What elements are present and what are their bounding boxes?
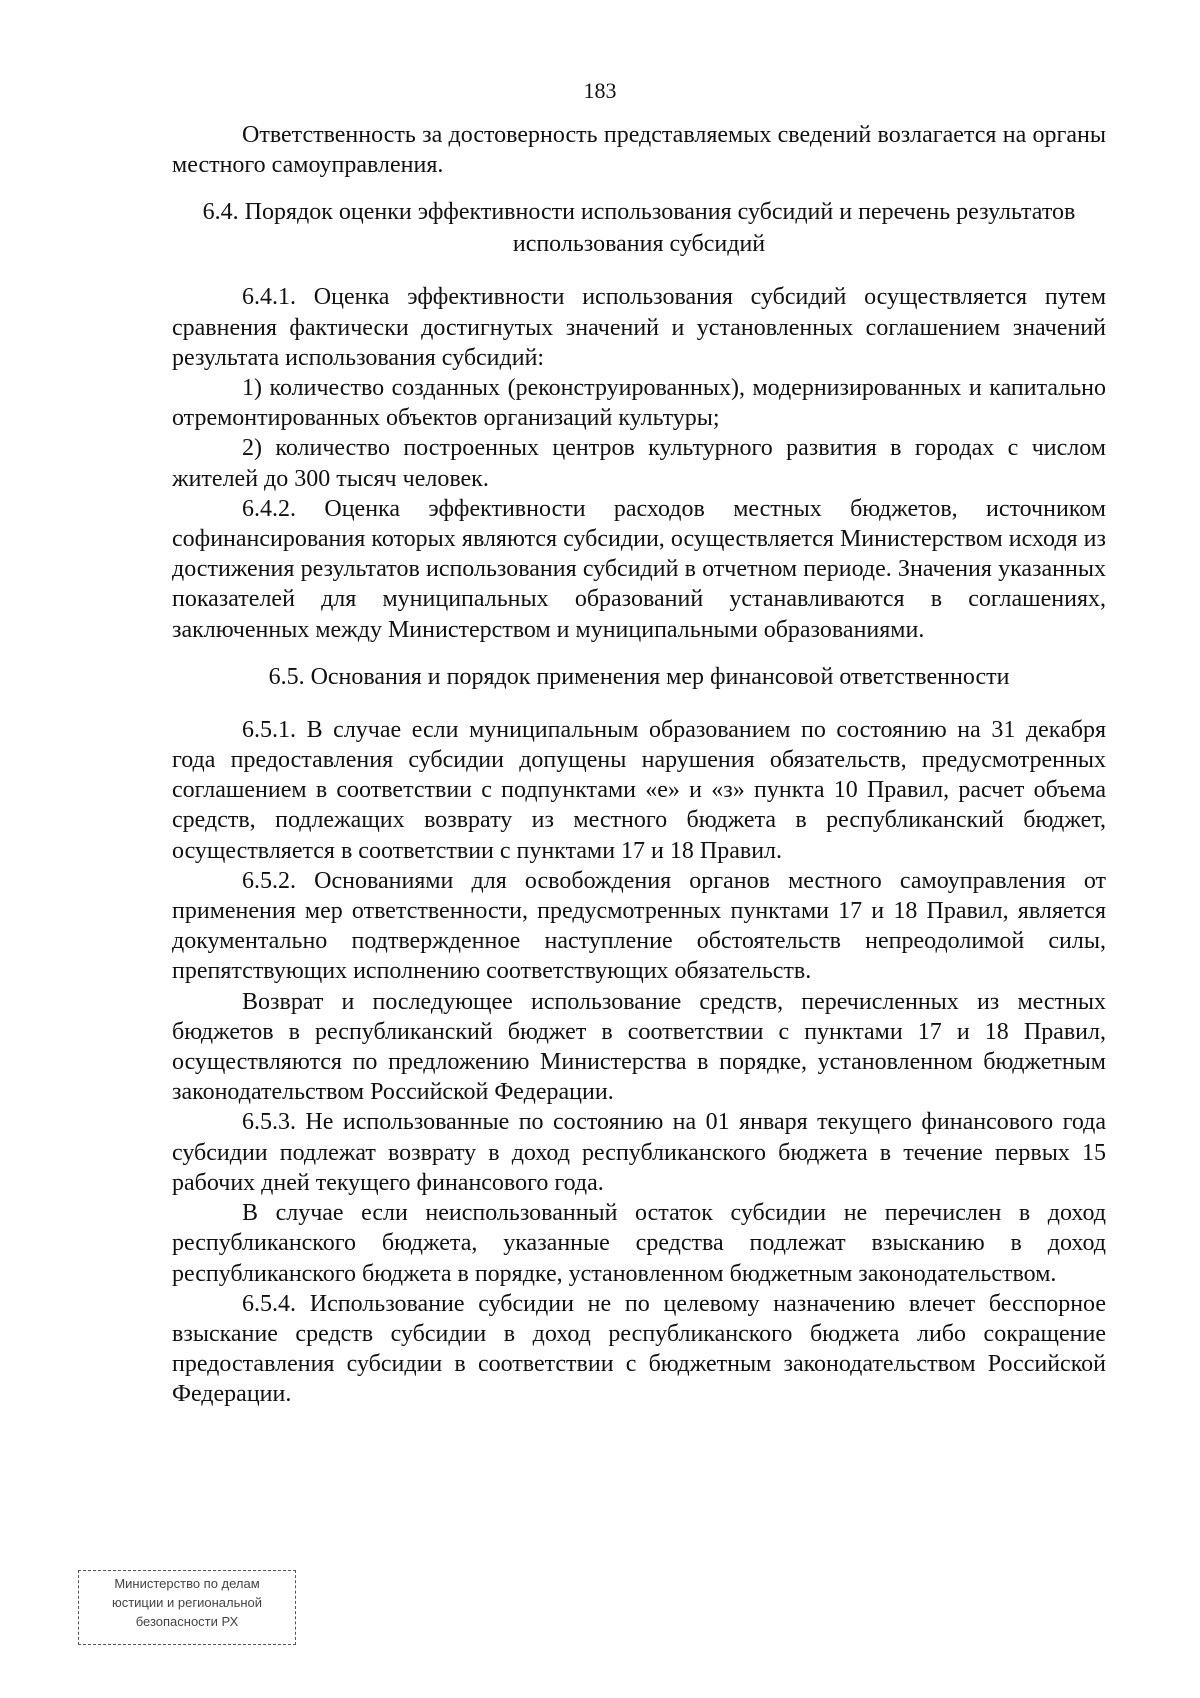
section-heading-6-5: 6.5. Основания и порядок применения мер финансовой ответственности: [268, 663, 1010, 690]
stamp-line-1: Министерство по делам: [114, 1576, 260, 1591]
list-item-2: 2) количество построенных центров культурного развития в городах с числом жителей до 300 тысяч человек.: [172, 435, 1106, 492]
paragraph-6-5-1: 6.5.1. В случае если муниципальным образованием по состоянию на 31 декабря года предоставления субсидии допущены нарушения обязательств, предусмотренных соглашением в соответствии с подпунктами «е» и «з» пункта 10 Правил, расчет объема средств, подлежащих возврату из местного бюджета в республиканский бюджет, осуществляется в соответствии с пунктами 17 и 18 Правил.: [172, 716, 1106, 864]
stamp-line-3: безопасности РХ: [135, 1614, 239, 1629]
paragraph-remainder: В случае если неиспользованный остаток субсидии не перечислен в доход республиканского бюджета, указанные средства подлежат взысканию в доход республиканского бюджета в порядке, установленном бюджетным законодательством.: [172, 1200, 1106, 1287]
stamp-line-2: юстиции и региональной: [111, 1595, 263, 1610]
document-body: [172, 120, 1106, 1410]
paragraph-6-5-4: 6.5.4. Использование субсидии не по целевому назначению влечет бесспорное взыскание средств субсидии в доход республиканского бюджета либо сокращение предоставления субсидии в соответствии с бюджетным законодательством Российской Федерации.: [172, 1290, 1106, 1408]
paragraph-refund: Возврат и последующее использование средств, перечисленных из местных бюджетов в республиканский бюджет в соответствии с пунктами 17 и 18 Правил, осуществляются по предложению Министерства в порядке, установленном бюджетным законодательством Российской Федерации.: [172, 988, 1106, 1106]
paragraph-6-4-2: 6.4.2. Оценка эффективности расходов местных бюджетов, источником софинансирования которых являются субсидии, осуществляется Министерством исходя из достижения результатов использования субсидий в отчетном периоде. Значения указанных показателей для муниципальных образований устанавливаются в соглашениях, заключенных между Министерством и муниципальными образованиями.: [172, 495, 1106, 643]
paragraph-6-4-1: 6.4.1. Оценка эффективности использования субсидий осуществляется путем сравнения фактически достигнутых значений и установленных соглашением значений результата использования субсидий:: [172, 284, 1106, 371]
paragraph-6-5-3: 6.5.3. Не использованные по состоянию на 01 января текущего финансового года субсидии подлежат возврату в доход республиканского бюджета в течение первых 15 рабочих дней текущего финансового года.: [172, 1109, 1106, 1196]
paragraph-6-5-2: 6.5.2. Основаниями для освобождения органов местного самоуправления от применения мер ответственности, предусмотренных пунктами 17 и 18 Правил, является документально подтвержденное наступление обстоятельств непреодолимой силы, препятствующих исполнению соответствующих обязательств.: [172, 867, 1106, 985]
list-item-1: 1) количество созданных (реконструированных), модернизированных и капитально отремонтированных объектов организаций культуры;: [172, 375, 1106, 432]
ministry-stamp: [78, 1570, 296, 1645]
paragraph-responsibility: Ответственность за достоверность представляемых сведений возлагается на органы местного самоуправления.: [172, 122, 1106, 179]
section-heading-6-4: 6.4. Порядок оценки эффективности использования субсидий и перечень результатов использования субсидий: [202, 199, 1076, 258]
page-number: 183: [583, 78, 617, 103]
